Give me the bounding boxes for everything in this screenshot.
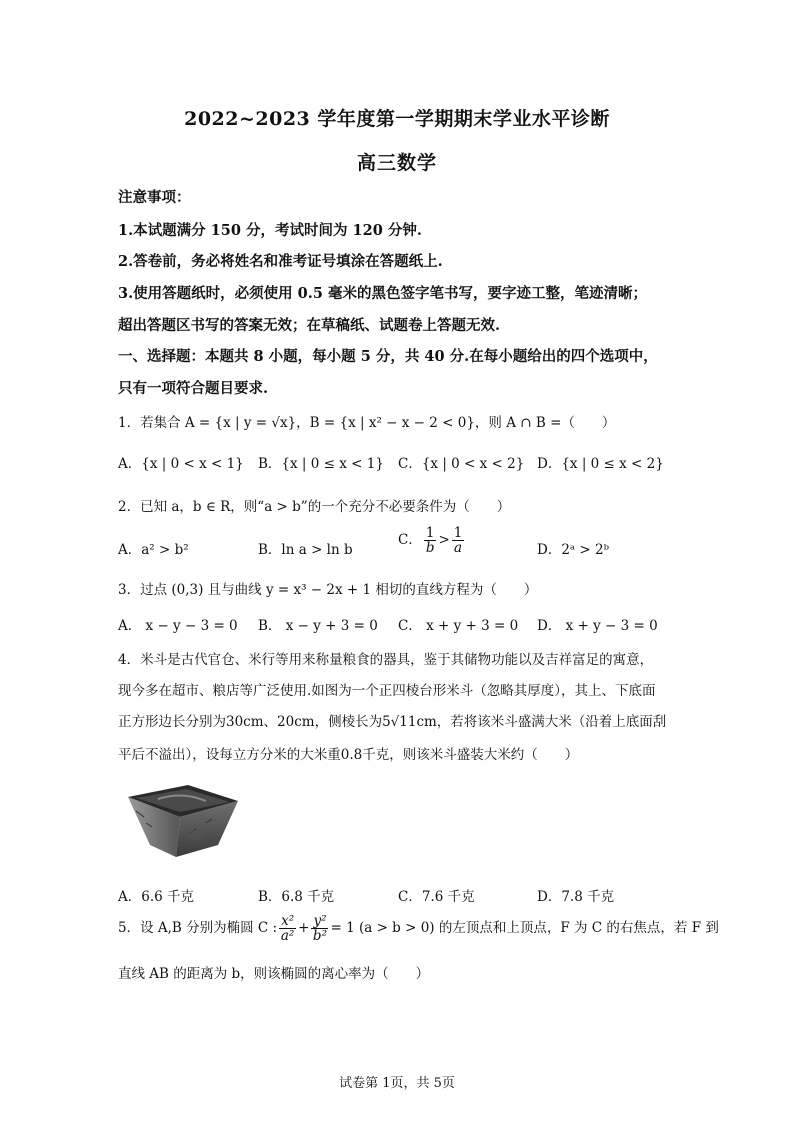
q2-option-c-frac-left — [424, 526, 437, 555]
frac-num: x² — [281, 913, 295, 929]
rice-measure-photo — [126, 783, 240, 859]
q1-stem: 1．若集合 A = {x | y = √x}，B = {x | x² − x − 2 < 0}，则 A ∩ B =（ ） — [118, 415, 616, 431]
frac-num: 1 — [453, 525, 463, 541]
exam-title: 2022~2023 学年度第一学期期末学业水平诊断 — [184, 108, 610, 130]
q1-option-b: B．{x | 0 ≤ x < 1} — [258, 456, 384, 472]
note-2: 2.答卷前，务必将姓名和准考证号填涂在答题纸上. — [118, 253, 443, 270]
section1-line1: 一、选择题：本题共 8 小题，每小题 5 分，共 40 分.在每小题给出的四个选项中， — [118, 348, 658, 365]
q4-option-a: A．6.6 千克 — [118, 889, 195, 905]
q5-line-2: 直线 AB 的距离为 b，则该椭圆的离心率为（ ） — [118, 966, 430, 982]
frac-num: y² — [313, 913, 327, 929]
q4-option-d: D．7.8 千克 — [537, 889, 615, 905]
frac-den: b — [425, 540, 435, 556]
q1-option-a: A．{x | 0 < x < 1} — [118, 456, 244, 472]
q3-option-d: D． x + y − 3 = 0 — [537, 618, 658, 634]
q2-option-a: A．a² > b² — [118, 542, 189, 558]
q2-option-b: B．ln a > ln b — [258, 542, 353, 558]
q2-option-c: C． $\frac{1}{b}$ > $\frac{1}{a}$ — [398, 525, 463, 556]
q4-line-1: 4．米斗是古代官仓、米行等用来称量粮食的器具，鉴于其储物功能以及吉祥富足的寓意， — [118, 652, 654, 668]
q5-frac-x — [279, 914, 296, 943]
q3-option-c: C． x + y + 3 = 0 — [398, 618, 519, 634]
q2-option-c-frac-right — [452, 526, 465, 555]
frac-den: b² — [312, 928, 327, 944]
notes-heading: 注意事项： — [118, 189, 191, 206]
q2-stem: 2．已知 a，b ∈ R，则“a > b”的一个充分不必要条件为（ ） — [118, 499, 511, 515]
q4-option-c: C．7.6 千克 — [398, 889, 475, 905]
note-3b: 超出答题区书写的答案无效；在草稿纸、试题卷上答题无效. — [118, 317, 501, 334]
note-1: 1.本试题满分 150 分，考试时间为 120 分钟. — [118, 222, 422, 239]
q3-stem: 3．过点 (0,3) 且与曲线 y = x³ − 2x + 1 相切的直线方程为（ ） — [118, 582, 538, 598]
q5-line-1-post: = 1 (a > b > 0) 的左顶点和上顶点，F 为 C 的右焦点，若 F 到 — [330, 920, 719, 936]
q5-line-1-pre: 5．设 A,B 分别为椭圆 C : — [118, 920, 278, 936]
page-footer: 试卷第 1页，共 5页 — [339, 1076, 455, 1091]
q4-line-3: 正方形边长分别为30cm、20cm，侧棱长为5√11cm，若将该米斗盛满大米（沿着上底面刮 — [118, 714, 667, 730]
q1-option-d: D．{x | 0 ≤ x < 2} — [537, 456, 664, 472]
q4-line-2: 现今多在超市、粮店等广泛使用.如图为一个正四棱台形米斗（忽略其厚度），其上、下底面 — [118, 683, 656, 699]
q3-option-a: A． x − y − 3 = 0 — [118, 618, 238, 634]
q5-line-1: 5．设 A,B 分别为椭圆 C : $\frac{\text{x²}}{\text{a²}}$ + $\frac{\text{y²}}{\text{b²}}$ = 1 (a > b > 0) 的左顶点和上顶点，F 为 C 的右焦点，若 F 到 — [118, 913, 719, 944]
exam-subtitle: 高三数学 — [356, 152, 437, 174]
q5-frac-y — [311, 914, 328, 943]
q4-line-4: 平后不溢出），设每立方分米的大米重0.8千克，则该米斗盛装大米约（ ） — [118, 747, 579, 763]
q1-option-c: C．{x | 0 < x < 2} — [398, 456, 525, 472]
section1-line2: 只有一项符合题目要求. — [118, 380, 269, 397]
frac-num: 1 — [425, 525, 435, 541]
q3-option-b: B． x − y + 3 = 0 — [258, 618, 378, 634]
q2-option-d: D．2ᵃ > 2ᵇ — [537, 542, 610, 558]
q4-option-b: B．6.8 千克 — [258, 889, 335, 905]
frac-den: a² — [280, 928, 295, 944]
note-3a: 3.使用答题纸时，必须使用 0.5 毫米的黑色签字笔书写，要字迹工整，笔迹清晰； — [118, 285, 647, 302]
frac-den: a — [454, 540, 463, 556]
q2-option-c-label: C． — [398, 532, 422, 548]
